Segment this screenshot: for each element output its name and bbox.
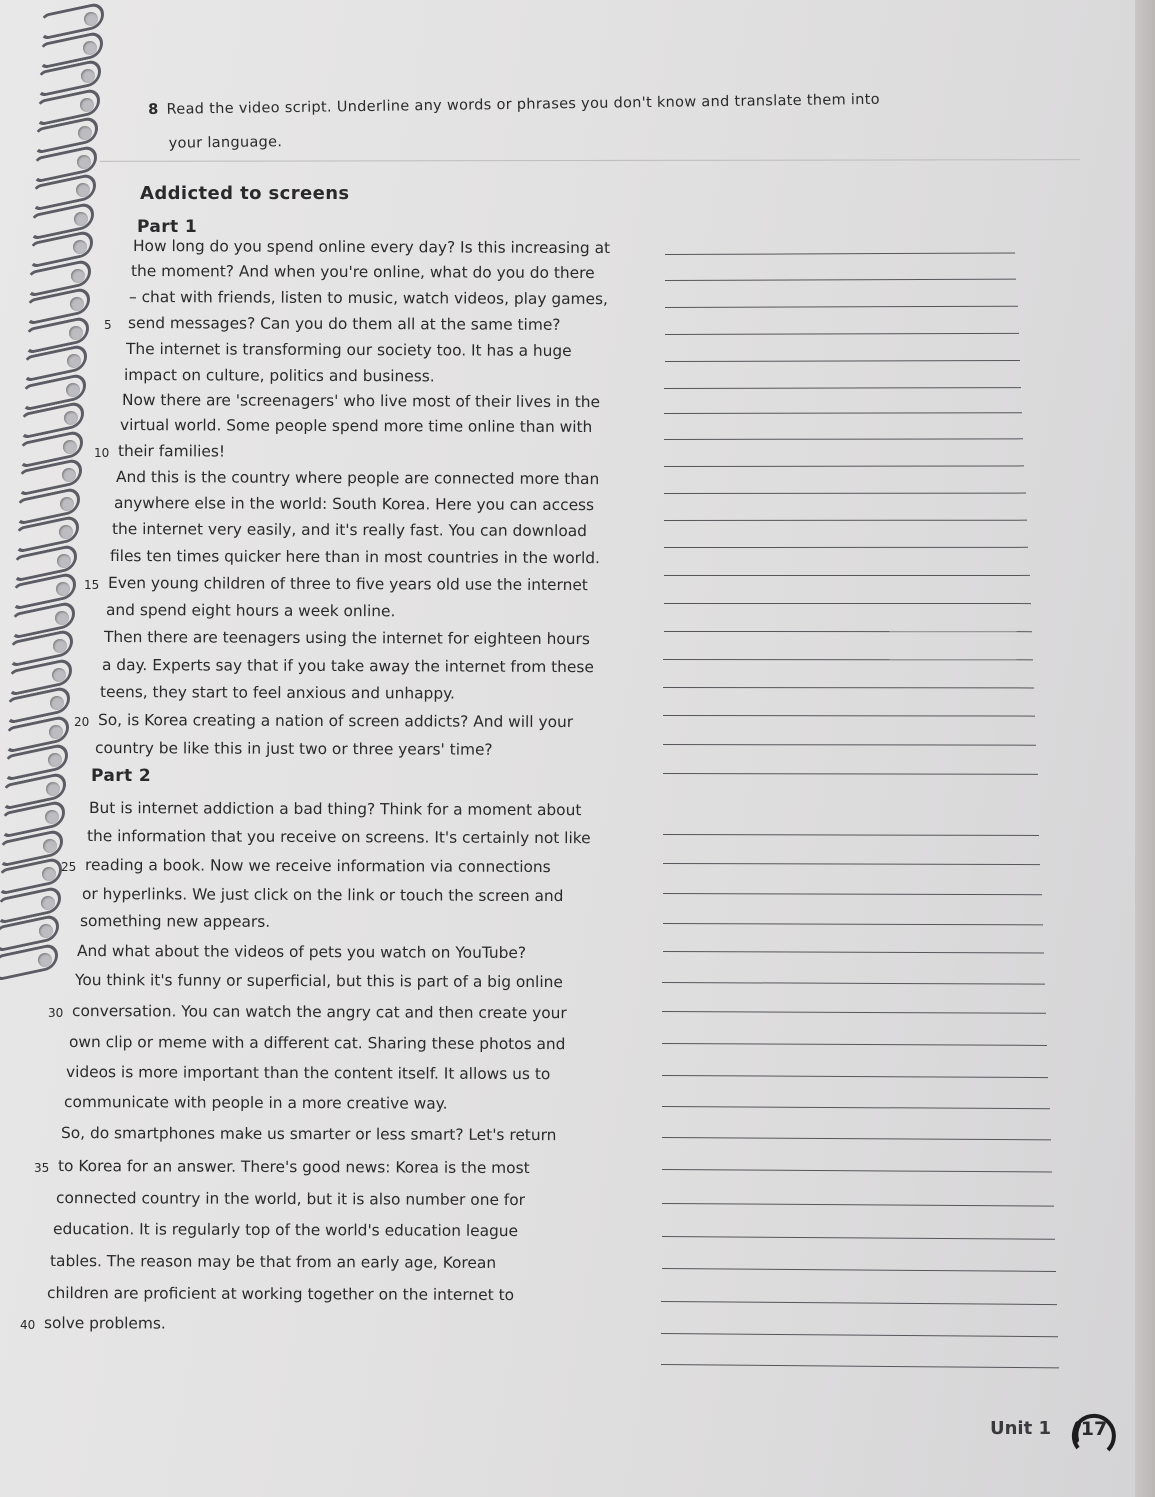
script-line: teens, they start to feel anxious and unhappy. [99,683,455,703]
line-number: 5 [104,318,112,332]
script-line: communicate with people in a more creative way. [63,1093,448,1113]
script-line: How long do you spend online every day? Is this increasing at [132,237,611,258]
script-line: videos is more important than the content itself. It allows us to [65,1063,551,1084]
unit-label: Unit 1 [990,1418,1051,1439]
line-number: 30 [48,1006,64,1020]
answer-line[interactable] [664,575,1030,576]
script-line: But is internet addiction a bad thing? Think for a moment about [88,799,582,820]
script-title: Addicted to screens [140,183,350,204]
script-line: the moment? And when you're online, what do you do there [130,262,595,283]
script-line: virtual world. Some people spend more time online than with [119,416,593,437]
line-number: 25 [61,860,77,874]
part1-heading: Part 1 [137,217,198,237]
script-line: – chat with friends, listen to music, watch videos, play games, [128,288,608,309]
script-line: the internet very easily, and it's really fast. You can download [111,520,588,541]
script-line: education. It is regularly top of the world's education league [52,1220,519,1241]
script-line: own clip or meme with a different cat. Sharing these photos and [68,1033,566,1054]
exercise-instruction [148,83,881,161]
line-number: 15 [84,578,100,592]
script-line: anywhere else in the world: South Korea. Here you can access [113,494,595,515]
exercise-number: 8 [148,101,159,118]
script-line: So, do smartphones make us smarter or less smart? Let's return [60,1124,557,1145]
script-line: reading a book. Now we receive information via connections [84,856,551,877]
page-number: 17 [1080,1418,1108,1440]
script-line: to Korea for an answer. There's good news: Korea is the most [57,1157,530,1178]
answer-line[interactable] [664,547,1028,548]
script-line: And what about the videos of pets you watch on YouTube? [76,942,527,962]
line-number: 40 [20,1318,36,1332]
line-number: 20 [74,715,90,729]
instruction-text-line2: your language. [168,134,283,152]
script-line: Even young children of three to five years old use the internet [107,574,588,595]
script-line: the information that you receive on screens. It's certainly not like [86,827,591,848]
script-line: Now there are 'screenagers' who live most of their lives in the [121,391,601,412]
script-line: or hyperlinks. We just click on the link or touch the screen and [81,885,564,906]
instruction-text-line1: Read the video script. Underline any words or phrases you don't know and translate them into [166,91,880,118]
script-line: send messages? Can you do them all at the same time? [127,314,561,334]
spiral-binding [0,0,100,1000]
script-line: impact on culture, politics and business. [123,366,435,386]
script-line: tables. The reason may be that from an early age, Korean [49,1252,497,1272]
script-line: Then there are teenagers using the internet for eighteen hours [103,628,590,649]
script-line: And this is the country where people are connected more than [115,468,600,489]
script-line: The internet is transforming our society too. It has a huge [125,340,572,360]
page-edge [1135,0,1155,1497]
script-line: So, is Korea creating a nation of screen addicts? And will your [97,711,574,732]
line-number: 10 [94,446,110,460]
answer-line[interactable] [664,631,1032,632]
script-line: a day. Experts say that if you take away the internet from these [101,656,594,677]
script-line: their families! [117,442,226,461]
answer-line[interactable] [664,603,1031,604]
script-line: conversation. You can watch the angry cat and then create your [71,1002,567,1023]
script-line: solve problems. [43,1314,166,1333]
script-line: something new appears. [79,912,271,931]
script-line: You think it's funny or superficial, but this is part of a big online [74,971,563,992]
part2-heading: Part 2 [91,766,152,786]
script-line: country be like this in just two or three years' time? [94,739,493,759]
script-line: and spend eight hours a week online. [105,601,396,621]
script-line: files ten times quicker here than in most countries in the world. [109,547,601,568]
line-number: 35 [34,1161,50,1175]
script-line: connected country in the world, but it is also number one for [55,1189,526,1210]
script-line: children are proficient at working together on the internet to [46,1284,515,1305]
